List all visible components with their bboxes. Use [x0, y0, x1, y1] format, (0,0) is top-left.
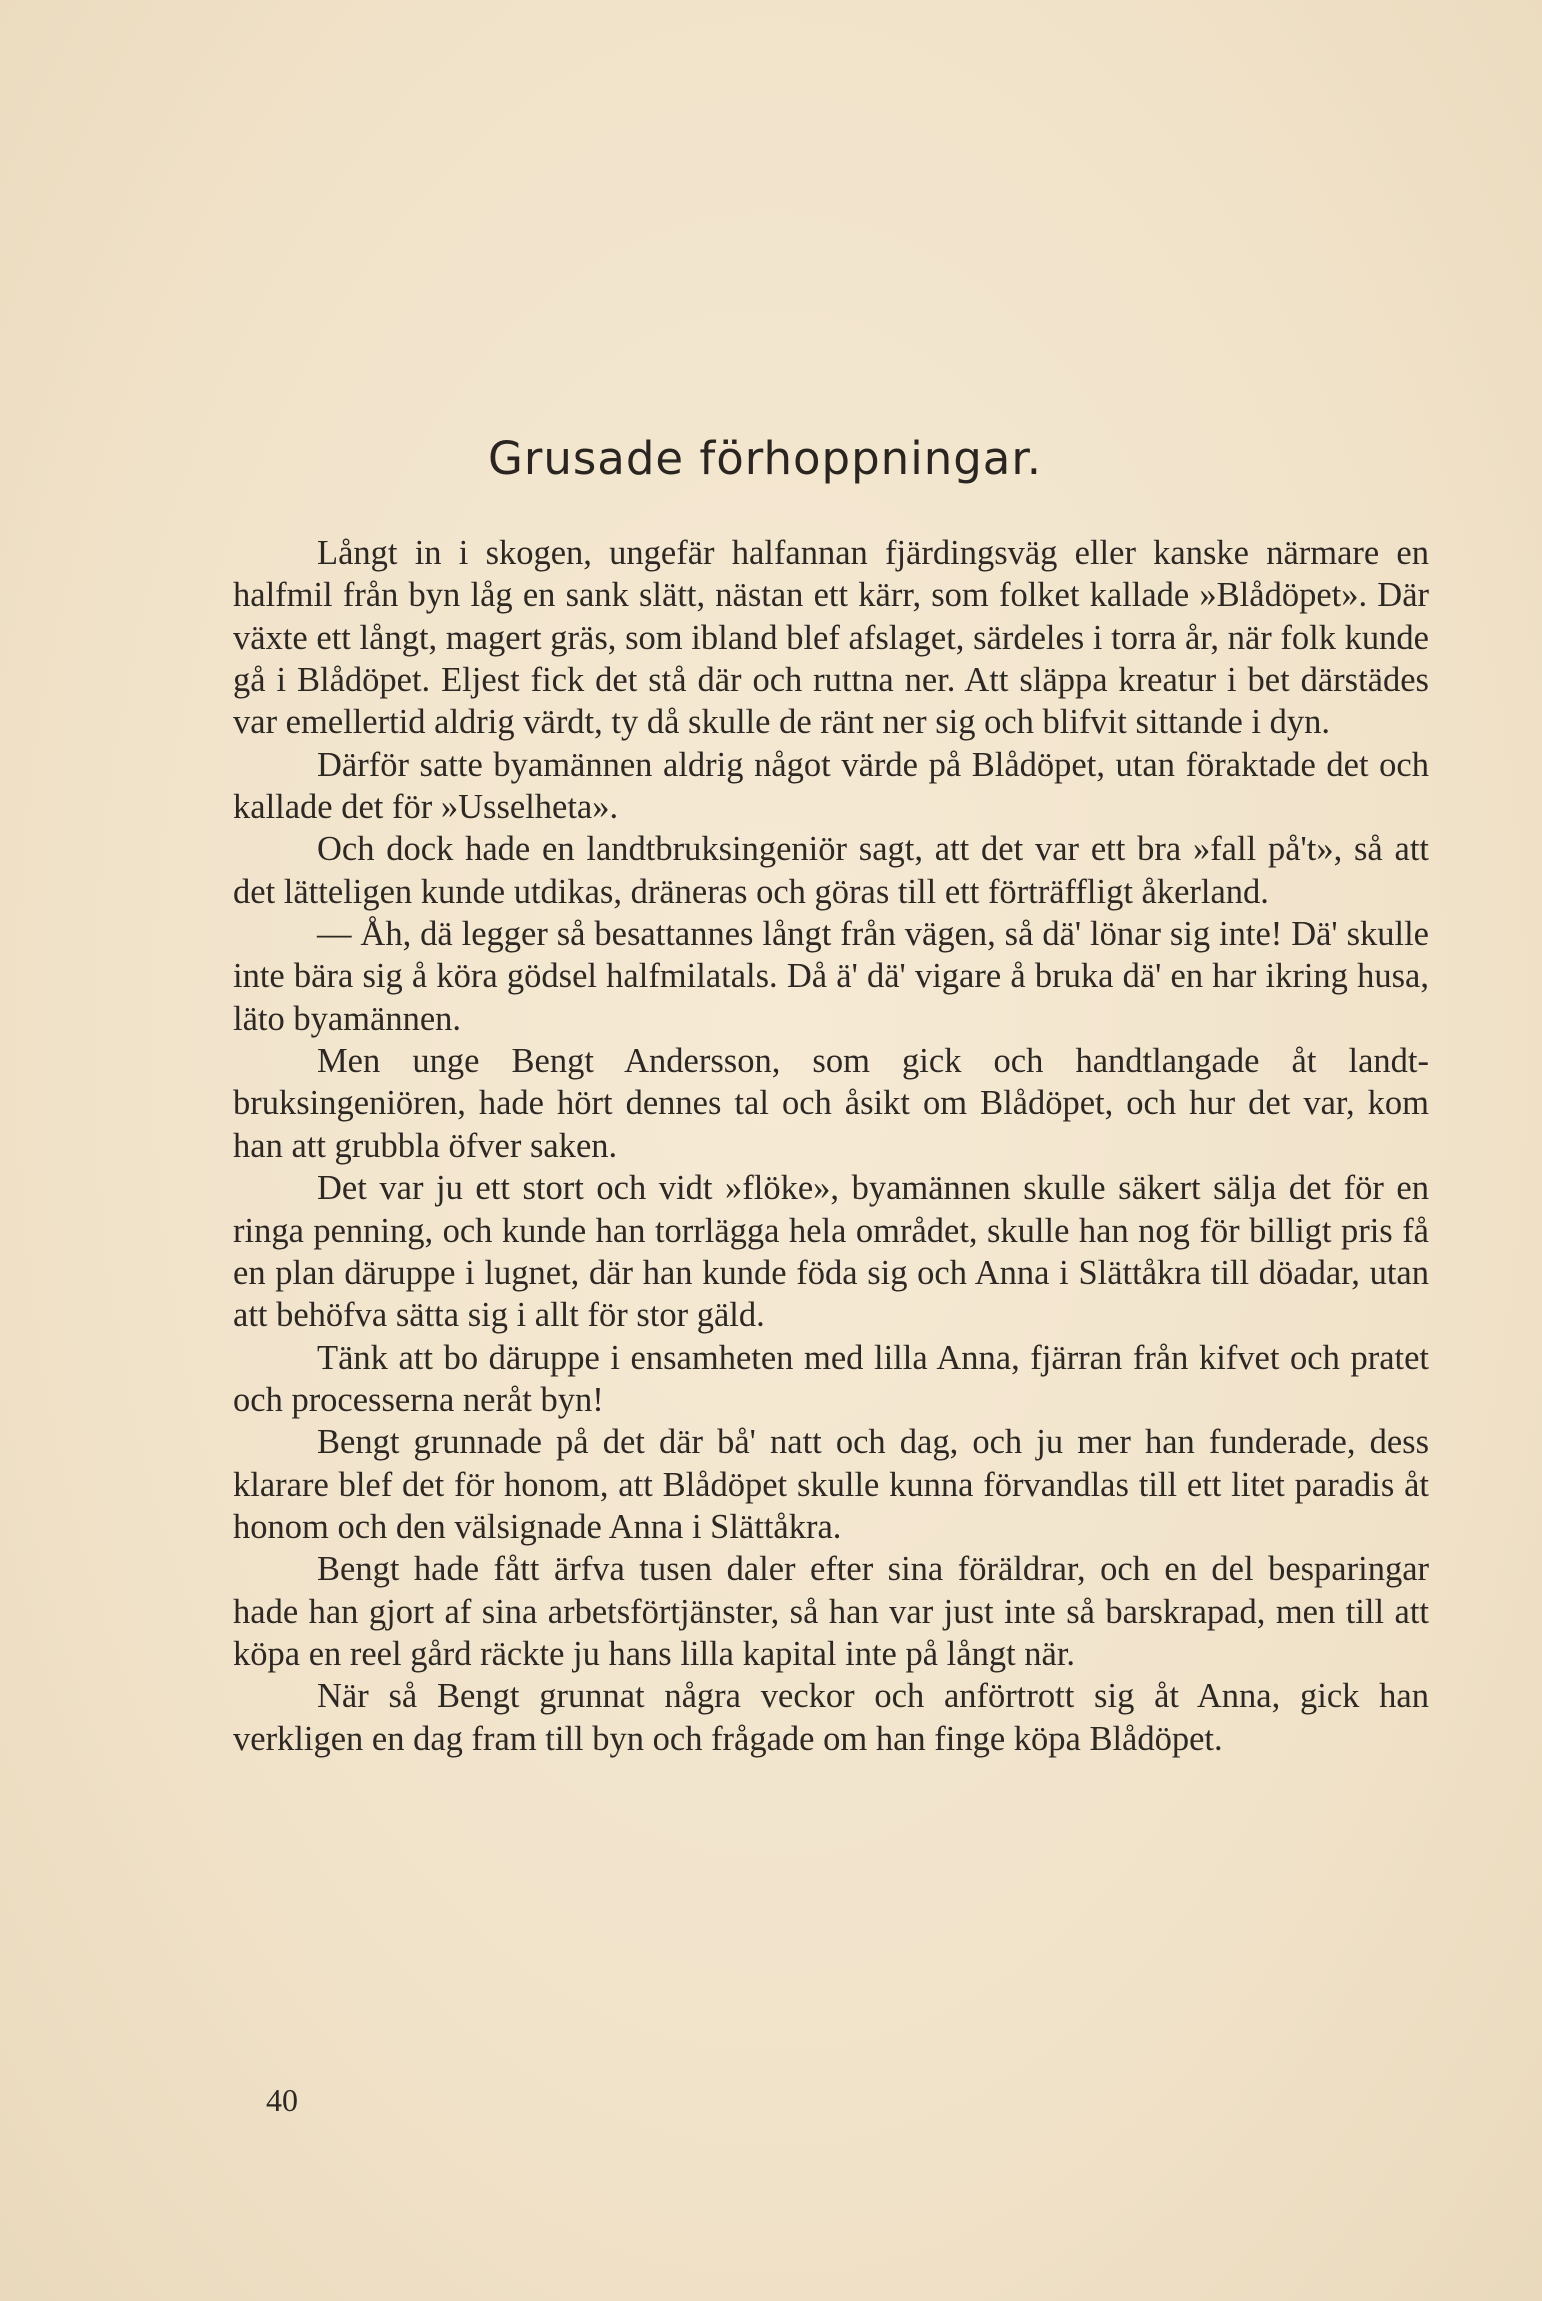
paragraph: Tänk att bo däruppe i ensamheten med lilla Anna, fjärran från kifvet och pratet och processerna neråt byn!	[233, 1338, 1429, 1419]
paragraph: Långt in i skogen, ungefär halfannan fjärdingsväg eller kanske närmare en halfmil från byn låg en sank slätt, nästan ett kärr, som folket kallade »Blådöpet». Där växte ett långt, magert gräs, som ibland blef afslaget, särdeles i torra år, när folk kunde gå i Blådöpet. Eljest fick det stå där och ruttna ner. Att släppa kreatur i bet därstädes var emellertid aldrig värdt, ty då skulle de ränt ner sig och blifvit sittande i dyn.	[233, 534, 1429, 742]
chapter-heading-text: Grusade förhoppningar.	[487, 432, 1043, 485]
chapter-heading	[0, 432, 1542, 485]
paragraph: Och dock hade en landtbruksingeniör sagt, att det var ett bra »fall på't», så att det lätteligen kunde utdikas, dräneras och göras till ett förträffligt åkerland.	[233, 830, 1429, 911]
paragraph: Bengt hade fått ärfva tusen daler efter sina föräldrar, och en del besparingar hade han gjort af sina arbetsförtjänster, så han var just inte så barskrapad, men till att köpa en reel gård räckte ju hans lilla kapital inte på långt när.	[233, 1550, 1429, 1673]
paragraph: Men unge Bengt Andersson, som gick och handtlangade åt landtbruksingeniören, hade hört dennes tal och åsikt om Blådöpet, och hur det var, kom han att grubbla öfver saken.	[233, 1042, 1429, 1165]
paragraph: När så Bengt grunnat några veckor och anförtrott sig åt Anna, gick han verkligen en dag fram till byn och frågade om han finge köpa Blådöpet.	[233, 1677, 1429, 1758]
paragraph: — Åh, dä legger så besattannes långt från vägen, så dä' lönar sig inte! Dä' skulle inte bära sig å köra gödsel halfmilatals. Då ä' dä' vigare å bruka dä' en har ikring husa, läto byamännen.	[233, 915, 1429, 1038]
body-text	[233, 532, 1429, 1760]
paragraph: Därför satte byamännen aldrig något värde på Blådöpet, utan föraktade det och kallade det för »Usselheta».	[233, 745, 1429, 827]
page-number: 40	[266, 2082, 298, 2118]
paragraph: Det var ju ett stort och vidt »flöke», byamännen skulle säkert sälja det för en ringa penning, och kunde han torrlägga hela området, skulle han nog för billigt pris få en plan däruppe i lugnet, där han kunde föda sig och Anna i Slättåkra till döadar, utan att behöfva sätta sig i allt för stor gäld.	[233, 1169, 1429, 1335]
paragraph: Bengt grunnade på det där bå' natt och dag, och ju mer han funderade, dess klarare blef det för honom, att Blådöpet skulle kunna förvandlas till ett litet paradis åt honom och den välsignade Anna i Slättåkra.	[233, 1423, 1429, 1546]
